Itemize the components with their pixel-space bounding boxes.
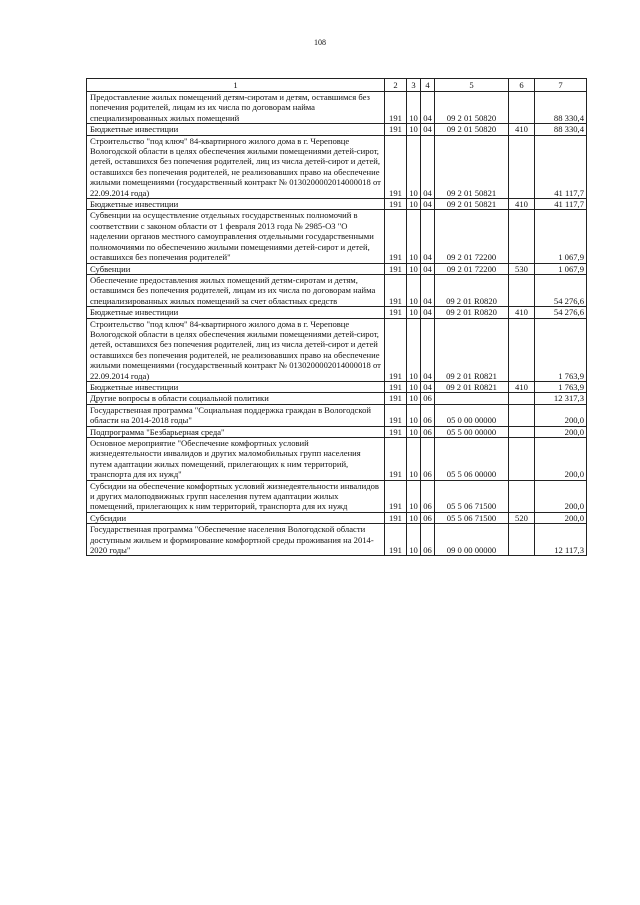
target-code (435, 393, 509, 404)
amount: 1 067,9 (535, 210, 587, 263)
section-code: 10 (407, 480, 421, 512)
target-code: 09 2 01 72200 (435, 210, 509, 263)
subsection-code: 06 (421, 524, 435, 556)
header-cell: 4 (421, 79, 435, 92)
section-code: 10 (407, 524, 421, 556)
row-description: Строительство "под ключ" 84-квартирного жилого дома в г. Череповце Вологодской области в целях обеспечения жилыми помещениями детей-сирот, детей, оставшихся без попечения родителей, лиц из числа детей-сирот и детей, оставшихся без попечения родителей, не реализовавших право на обеспечение жилыми помещениями (государственный контракт № 0130200002014000018 от 22.09.2014 года) (87, 135, 385, 198)
table-row (87, 480, 587, 512)
row-description: Предоставление жилых помещений детям-сиротам и детям, оставшимся без попечения родителей, лицам из их числа по договорам найма специализированных жилых помещений (87, 92, 385, 124)
section-code: 10 (407, 438, 421, 481)
expense-type (509, 210, 535, 263)
subsection-code: 06 (421, 393, 435, 404)
subsection-code: 06 (421, 480, 435, 512)
account-code: 191 (385, 426, 407, 437)
target-code: 09 2 01 72200 (435, 263, 509, 274)
row-description: Бюджетные инвестиции (87, 124, 385, 135)
subsection-code: 04 (421, 92, 435, 124)
header-row (87, 79, 587, 92)
account-code: 191 (385, 92, 407, 124)
expense-type: 520 (509, 512, 535, 523)
amount: 54 276,6 (535, 274, 587, 306)
section-code: 10 (407, 135, 421, 198)
row-description: Другие вопросы в области социальной политики (87, 393, 385, 404)
section-code: 10 (407, 318, 421, 381)
row-description: Субсидии (87, 512, 385, 523)
table-row (87, 307, 587, 318)
section-code: 10 (407, 199, 421, 210)
row-description: Бюджетные инвестиции (87, 307, 385, 318)
expense-type (509, 318, 535, 381)
target-code: 09 2 01 50821 (435, 135, 509, 198)
expense-type: 410 (509, 381, 535, 392)
amount: 12 317,3 (535, 393, 587, 404)
table-row (87, 274, 587, 306)
account-code: 191 (385, 480, 407, 512)
subsection-code: 04 (421, 274, 435, 306)
amount: 88 330,4 (535, 124, 587, 135)
amount: 200,0 (535, 480, 587, 512)
expense-type (509, 524, 535, 556)
table-row (87, 318, 587, 381)
target-code: 05 5 06 00000 (435, 438, 509, 481)
section-code: 10 (407, 124, 421, 135)
target-code: 09 2 01 50820 (435, 92, 509, 124)
section-code: 10 (407, 263, 421, 274)
expense-type (509, 404, 535, 426)
header-cell: 3 (407, 79, 421, 92)
row-description: Обеспечение предоставления жилых помещений детям-сиротам и детям, оставшимся без попечения родителей, лицам из их числа по договорам найма специализированных жилых помещений за счет областных средств (87, 274, 385, 306)
subsection-code: 04 (421, 210, 435, 263)
subsection-code: 04 (421, 318, 435, 381)
amount: 88 330,4 (535, 92, 587, 124)
header-cell: 2 (385, 79, 407, 92)
account-code: 191 (385, 263, 407, 274)
expense-type: 410 (509, 199, 535, 210)
expense-type: 410 (509, 307, 535, 318)
amount: 200,0 (535, 512, 587, 523)
target-code: 09 2 01 R0821 (435, 381, 509, 392)
expense-type (509, 135, 535, 198)
account-code: 191 (385, 404, 407, 426)
target-code: 09 2 01 50820 (435, 124, 509, 135)
row-description: Строительство "под ключ" 84-квартирного жилого дома в г. Череповце Вологодской области в целях обеспечения жилыми помещениями детей-сирот, детей, оставшихся без попечения родителей, лиц из числа детей-сирот и детей оставшихся без попечения родителей, не реализовавших право на обеспечение жилыми помещениями (государственный контракт № 0130200002014000018 от 22.09.2014 года) (87, 318, 385, 381)
table-row (87, 210, 587, 263)
table-row (87, 426, 587, 437)
target-code: 09 2 01 R0820 (435, 307, 509, 318)
amount: 12 117,3 (535, 524, 587, 556)
expense-type (509, 438, 535, 481)
target-code: 05 5 00 00000 (435, 426, 509, 437)
target-code: 09 0 00 00000 (435, 524, 509, 556)
account-code: 191 (385, 438, 407, 481)
expense-type (509, 426, 535, 437)
subsection-code: 04 (421, 263, 435, 274)
subsection-code: 04 (421, 381, 435, 392)
header-cell: 6 (509, 79, 535, 92)
header-cell: 1 (87, 79, 385, 92)
section-code: 10 (407, 426, 421, 437)
subsection-code: 06 (421, 512, 435, 523)
target-code: 05 5 06 71500 (435, 512, 509, 523)
row-description: Субсидии на обеспечение комфортных условий жизнедеятельности инвалидов и других малоподвижных групп населения путем адаптации жилых помещений, прилегающих к ним территорий, транспорта для их нужд (87, 480, 385, 512)
table-row (87, 135, 587, 198)
table-row (87, 438, 587, 481)
amount: 1 763,9 (535, 318, 587, 381)
account-code: 191 (385, 307, 407, 318)
subsection-code: 04 (421, 135, 435, 198)
header-cell: 7 (535, 79, 587, 92)
target-code: 09 2 01 R0820 (435, 274, 509, 306)
amount: 54 276,6 (535, 307, 587, 318)
section-code: 10 (407, 210, 421, 263)
section-code: 10 (407, 381, 421, 392)
account-code: 191 (385, 210, 407, 263)
account-code: 191 (385, 124, 407, 135)
account-code: 191 (385, 274, 407, 306)
section-code: 10 (407, 92, 421, 124)
expense-type (509, 393, 535, 404)
amount: 1 067,9 (535, 263, 587, 274)
expense-type (509, 480, 535, 512)
expense-type (509, 274, 535, 306)
row-description: Бюджетные инвестиции (87, 199, 385, 210)
account-code: 191 (385, 381, 407, 392)
account-code: 191 (385, 393, 407, 404)
page-number: 108 (314, 38, 326, 47)
target-code: 09 2 01 50821 (435, 199, 509, 210)
amount: 200,0 (535, 404, 587, 426)
row-description: Бюджетные инвестиции (87, 381, 385, 392)
table-row (87, 124, 587, 135)
section-code: 10 (407, 393, 421, 404)
row-description: Государственная программа "Обеспечение населения Вологодской области доступным жильем и формирование комфортной среды проживания на 2014-2020 годы" (87, 524, 385, 556)
target-code: 09 2 01 R0821 (435, 318, 509, 381)
section-code: 10 (407, 512, 421, 523)
table-row (87, 512, 587, 523)
subsection-code: 04 (421, 199, 435, 210)
table-row (87, 381, 587, 392)
expense-type (509, 92, 535, 124)
account-code: 191 (385, 135, 407, 198)
amount: 200,0 (535, 426, 587, 437)
section-code: 10 (407, 307, 421, 318)
expense-type: 530 (509, 263, 535, 274)
account-code: 191 (385, 199, 407, 210)
table-row (87, 524, 587, 556)
table-row (87, 199, 587, 210)
amount: 41 117,7 (535, 199, 587, 210)
row-description: Основное мероприятие "Обеспечение комфортных условий жизнедеятельности инвалидов и других маломобильных групп населения путем адаптации жилых помещений, прилегающих к ним территорий, транспорта для их нужд" (87, 438, 385, 481)
row-description: Субвенции на осуществление отдельных государственных полномочий в соответствии с законом области от 1 февраля 2013 года № 2985-ОЗ "О наделении органов местного самоуправления отдельными государственными полномочиями по обеспечению жилыми помещениями детей-сирот и детей, оставшихся без попечения родителей" (87, 210, 385, 263)
subsection-code: 06 (421, 426, 435, 437)
target-code: 05 0 00 00000 (435, 404, 509, 426)
table-row (87, 404, 587, 426)
table-row (87, 92, 587, 124)
account-code: 191 (385, 318, 407, 381)
amount: 41 117,7 (535, 135, 587, 198)
row-description: Государственная программа "Социальная поддержка граждан в Вологодской области на 2014-2018 годы" (87, 404, 385, 426)
amount: 1 763,9 (535, 381, 587, 392)
subsection-code: 06 (421, 438, 435, 481)
subsection-code: 04 (421, 307, 435, 318)
target-code: 05 5 06 71500 (435, 480, 509, 512)
row-description: Подпрограмма "Безбарьерная среда" (87, 426, 385, 437)
section-code: 10 (407, 274, 421, 306)
table-row (87, 393, 587, 404)
section-code: 10 (407, 404, 421, 426)
account-code: 191 (385, 524, 407, 556)
amount: 200,0 (535, 438, 587, 481)
budget-table (86, 78, 587, 556)
header-cell: 5 (435, 79, 509, 92)
expense-type: 410 (509, 124, 535, 135)
table-row (87, 263, 587, 274)
account-code: 191 (385, 512, 407, 523)
row-description: Субвенции (87, 263, 385, 274)
subsection-code: 04 (421, 124, 435, 135)
subsection-code: 06 (421, 404, 435, 426)
